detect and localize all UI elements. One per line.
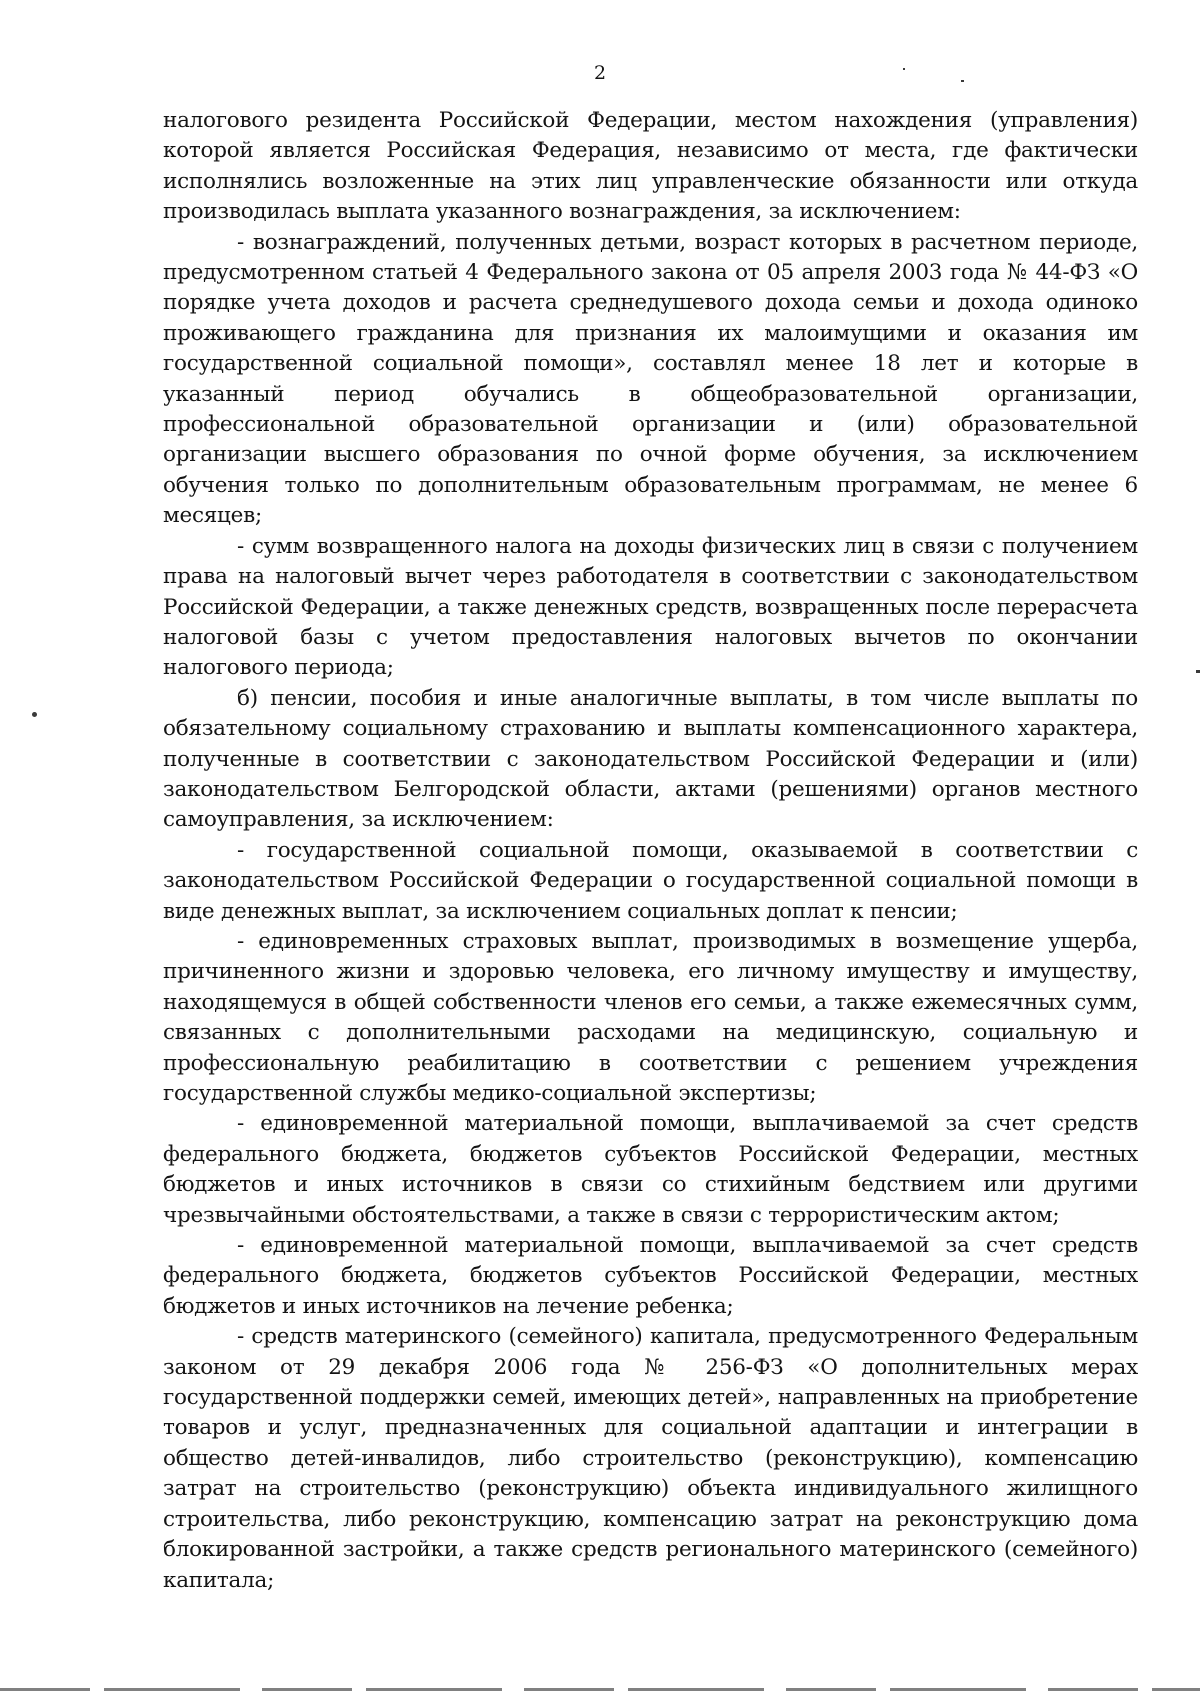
scan-speck: [961, 80, 964, 82]
document-body: [163, 106, 1138, 1596]
paragraph-maternity-capital: - средств материнского (семейного) капитала, предусмотренного Федеральным законом от 29 декабря 2006 года № 256-ФЗ «О дополнительных мерах государственной поддержки семей, имеющих детей», направленных на приобретение товаров и услуг, предназначенных для социальной адаптации и интеграции в общество детей-инвалидов, либо строительство (реконструкцию), компенсацию затрат на строительство (реконструкцию) объекта индивидуального жилищного строительства, либо реконструкцию, компенсацию затрат на реконструкцию дома блокированной застройки, а также средств регионального материнского (семейного) капитала;: [163, 1324, 1138, 1593]
scan-dot: [1196, 670, 1200, 673]
paragraph-pensions: б) пенсии, пособия и иные аналогичные выплаты, в том числе выплаты по обязательному социальному страхованию и выплаты компенсационного характера, полученные в соответствии с законодательством Российской Федерации и (или) законодательством Белгородской области, актами (решениями) органов местного самоуправления, за исключением:: [163, 685, 1138, 833]
scan-edge-line: [0, 1688, 1200, 1691]
page-number: 2: [593, 62, 607, 84]
paragraph-children-remuneration: - вознаграждений, полученных детьми, возраст которых в расчетном периоде, предусмотренном статьей 4 Федерального закона от 05 апреля 2003 года № 44-ФЗ «О порядке учета доходов и расчета среднедушевого дохода семьи и дохода одиноко проживающего гражданина для признания их малоимущими и оказания им государственной социальной помощи», составлял менее 18 лет и которые в указанный период обучались в общеобразовательной организации, профессиональной образовательной организации и (или) образовательной организации высшего образования по очной форме обучения, за исключением обучения только по дополнительным образовательным программам, не менее 6 месяцев;: [163, 229, 1138, 529]
paragraph-intro: налогового резидента Российской Федерации, местом нахождения (управления) которой является Российская Федерация, независимо от места, где фактически исполнялись возложенные на этих лиц управленческие обязанности или откуда производилась выплата указанного вознаграждения, за исключением:: [163, 108, 1138, 225]
paragraph-insurance-payments: - единовременных страховых выплат, производимых в возмещение ущерба, причиненного жизни и здоровью человека, его личному имуществу и имуществу, находящемуся в общей собственности членов его семьи, а также ежемесячных сумм, связанных с дополнительными расходами на медицинскую, социальную и профессиональную реабилитацию в соответствии с решением учреждения государственной службы медико-социальной экспертизы;: [163, 928, 1138, 1106]
scan-dot: [32, 712, 37, 717]
paragraph-returned-tax: - сумм возвращенного налога на доходы физических лиц в связи с получением права на налоговый вычет через работодателя в соответствии с законодательством Российской Федерации, а также денежных средств, возвращенных после перерасчета налоговой базы с учетом предоставления налоговых вычетов по окончании налогового периода;: [163, 533, 1138, 681]
paragraph-disaster-aid: - единовременной материальной помощи, выплачиваемой за счет средств федерального бюджета, бюджетов субъектов Российской Федерации, местных бюджетов и иных источников в связи со стихийным бедствием или другими чрезвычайными обстоятельствами, а также в связи с террористическим актом;: [163, 1111, 1138, 1228]
paragraph-child-treatment-aid: - единовременной материальной помощи, выплачиваемой за счет средств федерального бюджета, бюджетов субъектов Российской Федерации, местных бюджетов и иных источников на лечение ребенка;: [163, 1233, 1138, 1319]
paragraph-state-social-aid: - государственной социальной помощи, оказываемой в соответствии с законодательством Российской Федерации о государственной социальной помощи в виде денежных выплат, за исключением социальных доплат к пенсии;: [163, 837, 1138, 924]
scan-speck: [903, 68, 905, 70]
